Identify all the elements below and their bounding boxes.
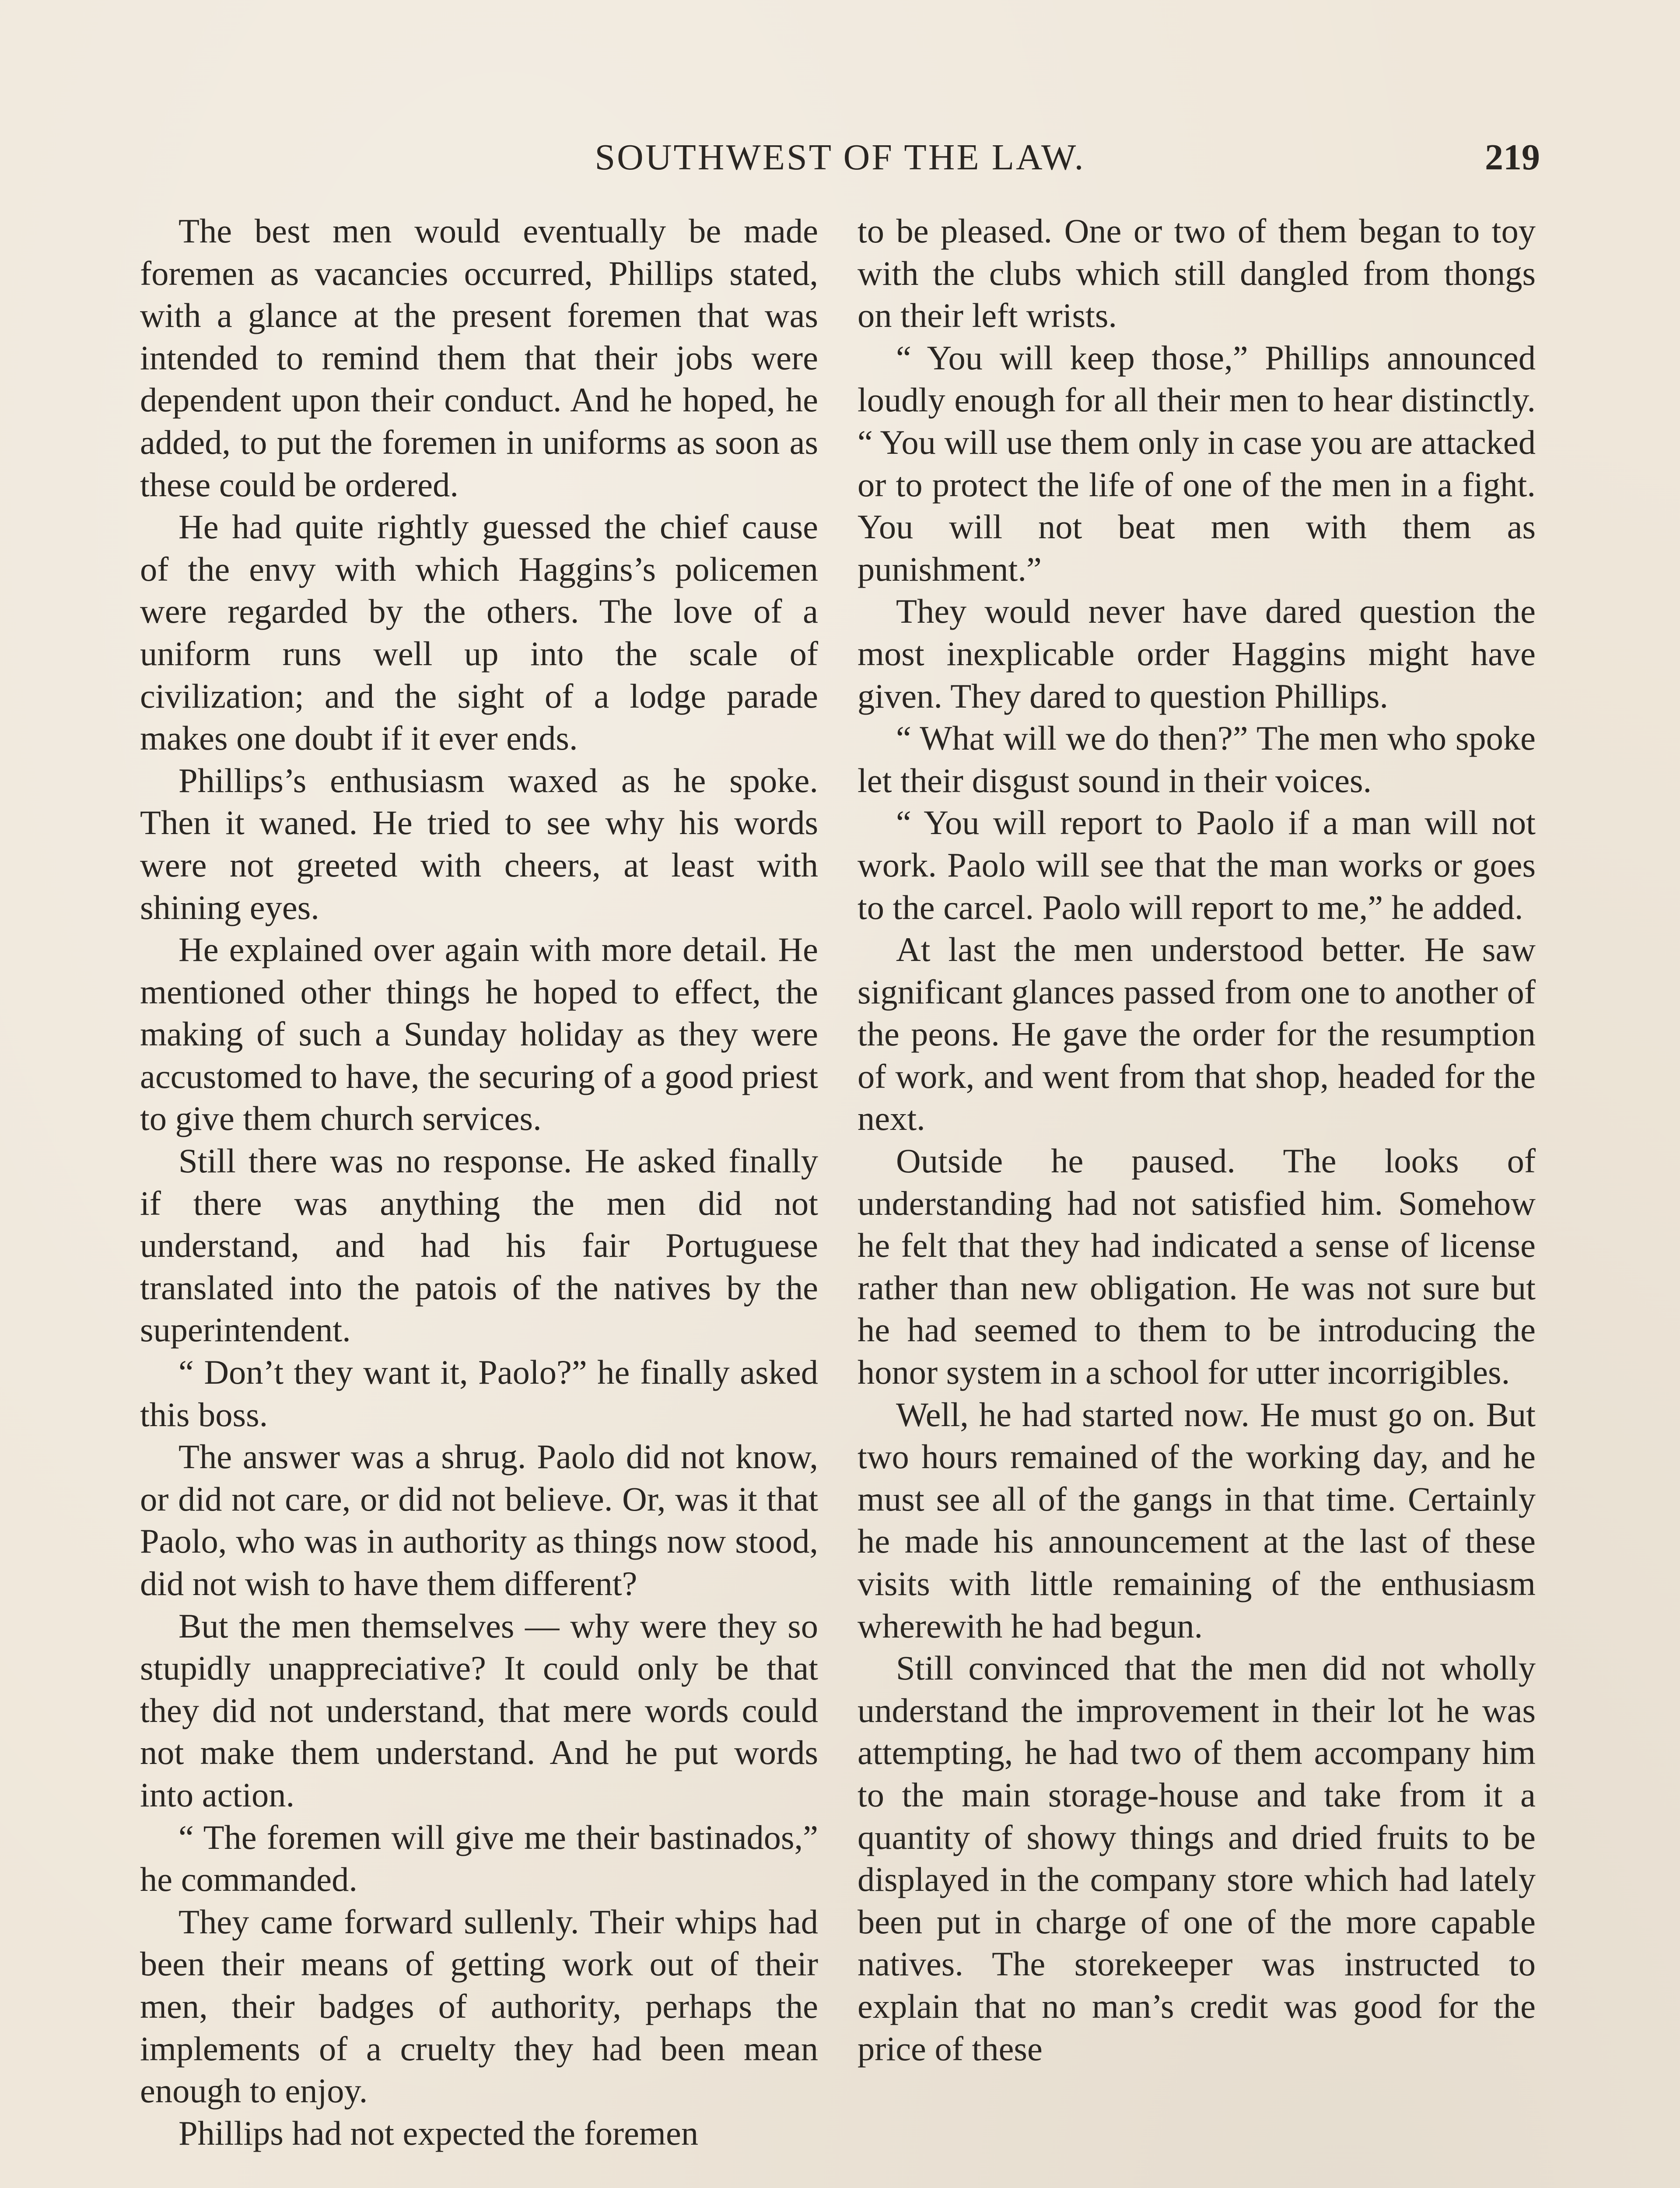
paragraph: They came forward sullenly. Their whips had been their means of getting work out of their men, their badges of authority, perhaps the implements of a cruelty they had been mean enough to enjoy.	[140, 1902, 818, 2110]
paragraph: “ The foremen will give me their bastinados,” he commanded.	[140, 1818, 818, 1899]
right-column	[858, 210, 1536, 2070]
paragraph: He had quite rightly guessed the chief cause of the envy with which Haggins’s policemen were regarded by the others. The love of a uniform runs well up into the scale of civilization; and the sight of a lodge parade makes one doubt if it ever ends.	[140, 508, 818, 757]
paragraph: Still there was no response. He asked finally if there was anything the men did not understand, and had his fair Portuguese translated into the patois of the natives by the superintendent.	[140, 1142, 818, 1349]
paragraph: “ What will we do then?” The men who spoke let their disgust sound in their voices.	[858, 719, 1536, 799]
paragraph: Phillips’s enthusiasm waxed as he spoke. Then it waned. He tried to see why his words were not greeted with cheers, at least with shining eyes.	[140, 761, 818, 926]
paragraph: “ Don’t they want it, Paolo?” he finally asked this boss.	[140, 1353, 818, 1434]
paragraph: The best men would eventually be made foremen as vacancies occurred, Phillips stated, with a glance at the present foremen that was intended to remind them that their jobs were dependent upon their conduct. And he hoped, he added, to put the foremen in uniforms as soon as these could be ordered.	[140, 212, 818, 504]
left-column	[140, 210, 818, 2154]
paragraph: They would never have dared question the most inexplicable order Haggins might have given. They dared to question Phillips.	[858, 592, 1536, 715]
paragraph: “ You will report to Paolo if a man will not work. Paolo will see that the man works or goes to the carcel. Paolo will report to me,” he added.	[858, 803, 1536, 926]
running-head: SOUTHWEST OF THE LAW.	[595, 137, 1085, 178]
paragraph: But the men themselves — why were they so stupidly unappreciative? It could only be that they did not understand, that mere words could not make them understand. And he put words into action.	[140, 1606, 818, 1814]
paragraph: Phillips had not expected the foremen	[178, 2114, 699, 2152]
paragraph: He explained over again with more detail. He mentioned other things he hoped to effect, the making of such a Sunday holiday as they were accustomed to have, the securing of a good priest to give them church services.	[140, 930, 818, 1138]
paragraph: The answer was a shrug. Paolo did not know, or did not care, or did not believe. Or, was it that Paolo, who was in authority as things now stood, did not wish to have them different?	[140, 1438, 818, 1602]
paragraph: Well, he had started now. He must go on. But two hours remained of the working day, and he must see all of the gangs in that time. Certainly he made his announcement at the last of these visits with little remaining of the enthusiasm wherewith he had begun.	[858, 1395, 1536, 1645]
paragraph: Outside he paused. The looks of understanding had not satisfied him. Somehow he felt that they had indicated a sense of license rather than new obligation. He was not sure but he had seemed to them to be introducing the honor system in a school for utter incorrigibles.	[858, 1142, 1536, 1392]
paragraph: Still convinced that the men did not wholly understand the improvement in their lot he was attempting, he had two of them accompany him to the main storage-house and take from it a quantity of showy things and dried fruits to be displayed in the company store which had lately been put in charge of one of the more capable natives. The storekeeper was instructed to explain that no man’s credit was good for the price of these	[858, 1649, 1536, 2068]
paragraph: “ You will keep those,” Phillips announced loudly enough for all their men to hear distinctly. “ You will use them only in case you are attacked or to protect the life of one of the men in a fight. You will not beat men with them as punishment.”	[858, 338, 1536, 588]
paragraph: At last the men understood better. He saw significant glances passed from one to another of the peons. He gave the order for the resumption of work, and went from that shop, headed for the next.	[858, 930, 1536, 1138]
paragraph: to be pleased. One or two of them began to toy with the clubs which still dangled from thongs on their left wrists.	[858, 212, 1536, 335]
page-number: 219	[1485, 137, 1540, 178]
page-header	[140, 131, 1540, 184]
